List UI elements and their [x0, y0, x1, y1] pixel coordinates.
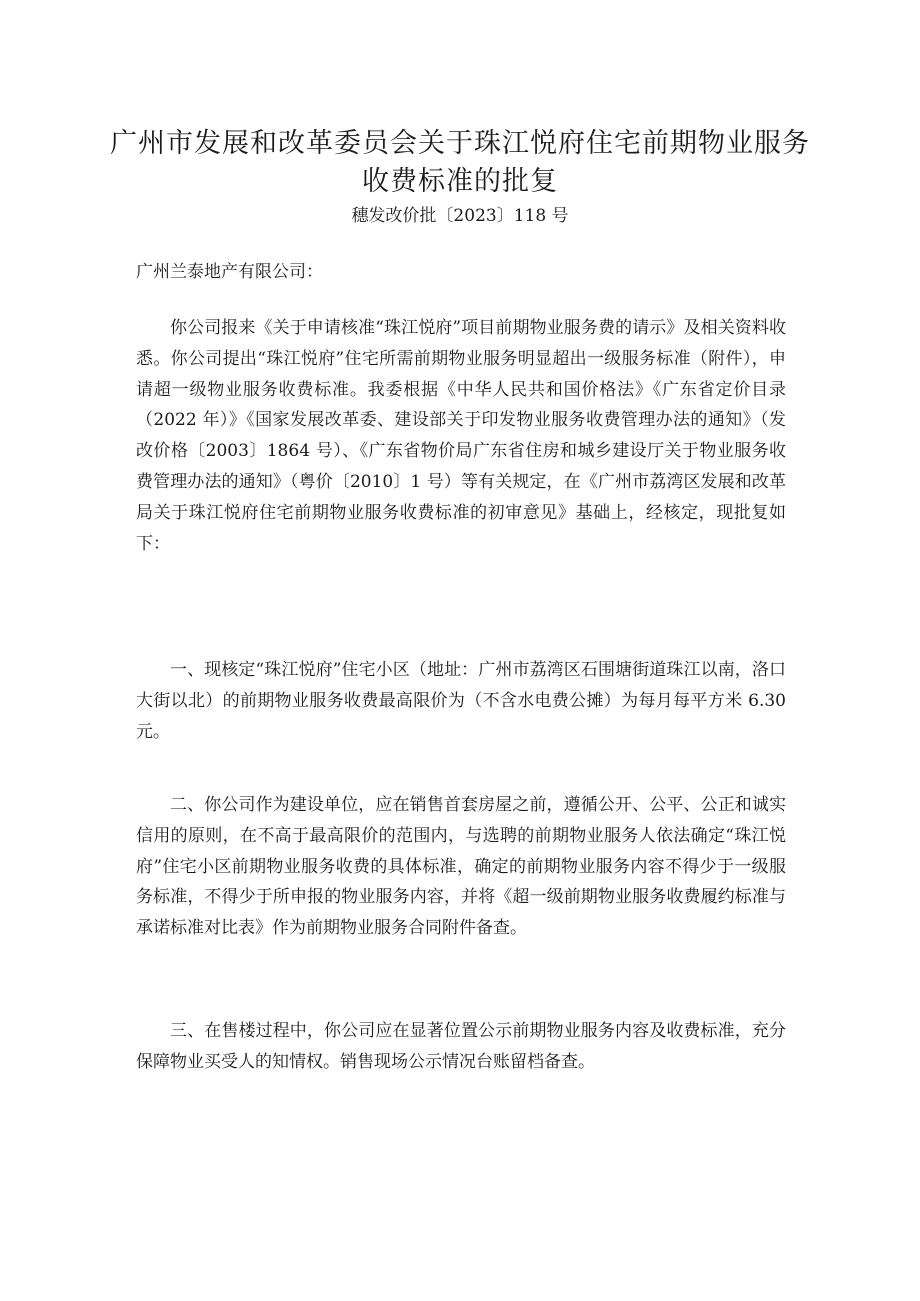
document-title-line-1: 广州市发展和改革委员会关于珠江悦府住宅前期物业服务: [110, 128, 810, 159]
paragraph-intro: 你公司报来《关于申请核准“珠江悦府”项目前期物业服务费的请示》及相关资料收悉。你公司提出“珠江悦府”住宅所需前期物业服务明显超出一级服务标准（附件），申请超一级物业服务收费标准。我委根据《中华人民共和国价格法》《广东省定价目录（2022 年）》《国家发展改革委、建设部关于印发物业服务收费管理办法的通知》（发改价格〔2003〕1864 号）、《广东省物价局广东省住房和城乡建设厅关于物业服务收费管理办法的通知》（粤价〔2010〕1 号）等有关规定，在《广州市荔湾区发展和改革局关于珠江悦府住宅前期物业服务收费标准的初审意见》基础上，经核定，现批复如下：: [136, 318, 786, 554]
paragraph-item-3: 三、在售楼过程中，你公司应在显著位置公示前期物业服务内容及收费标准，充分保障物业买受人的知情权。销售现场公示情况台账留档备查。: [136, 1021, 786, 1072]
paragraph-item-1: 一、现核定“珠江悦府”住宅小区（地址：广州市荔湾区石围塘街道珠江以南，洛口大街以北）的前期物业服务收费最高限价为（不含水电费公摊）为每月每平方米 6.30 元。: [136, 660, 786, 742]
document-title-line-2: 收费标准的批复: [362, 166, 558, 197]
addressee: 广州兰泰地产有限公司：: [136, 262, 323, 282]
document-number: 穗发改价批〔2023〕118 号: [351, 206, 569, 226]
paragraph-item-2: 二、你公司作为建设单位，应在销售首套房屋之前，遵循公开、公平、公正和诚实信用的原则，在不高于最高限价的范围内，与选聘的前期物业服务人依法确定“珠江悦府”住宅小区前期物业服务收费的具体标准，确定的前期物业服务内容不得少于一级服务标准，不得少于所申报的物业服务内容，并将《超一级前期物业服务收费履约标准与承诺标准对比表》作为前期物业服务合同附件备查。: [136, 795, 786, 939]
